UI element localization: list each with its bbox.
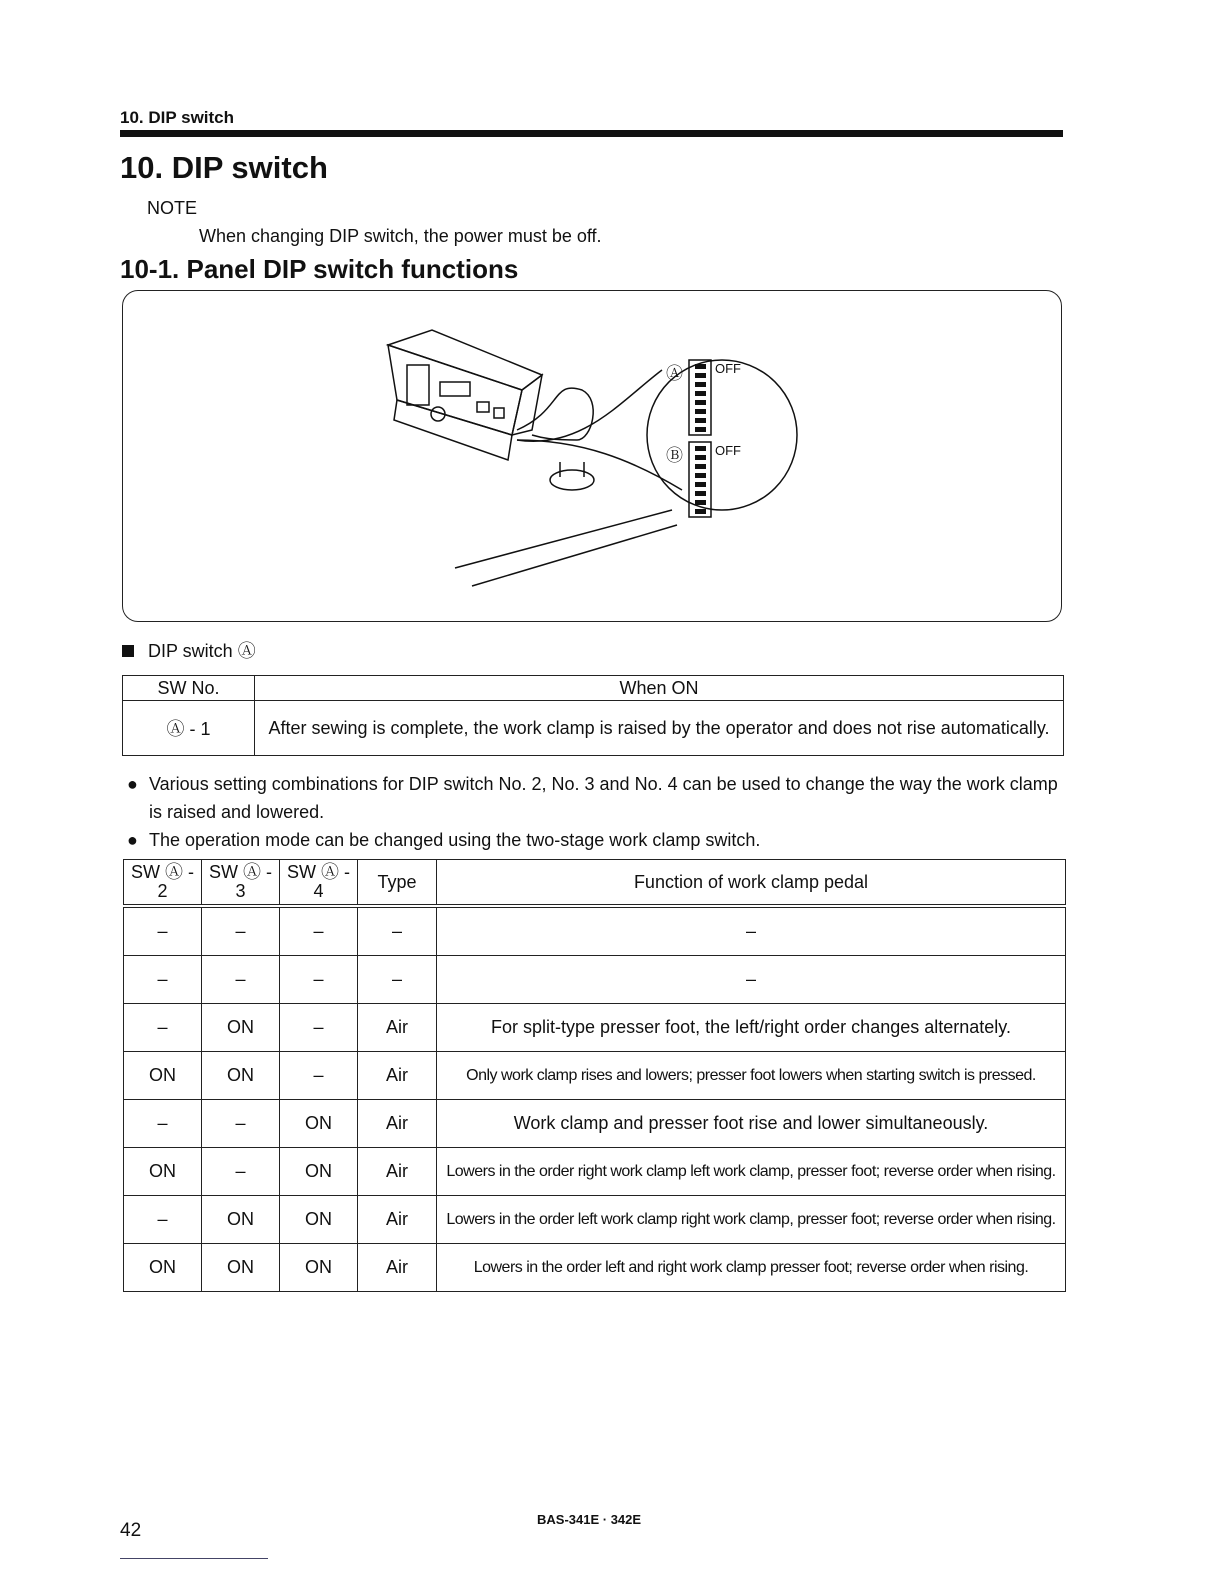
figure-frame [122,290,1062,622]
cell: Only work clamp rises and lowers; presser foot lowers when starting switch is pressed. [437,1052,1066,1100]
cell: Lowers in the order left and right work clamp presser foot; reverse order when rising. [437,1244,1066,1292]
cell: – [280,956,358,1004]
cell: – [358,956,437,1004]
table-row [124,956,1066,1004]
cell: ON [202,1196,280,1244]
cell: – [202,1100,280,1148]
footer-line [120,1558,268,1559]
cell: – [437,906,1066,956]
dip-switch-illustration [122,290,1062,622]
page-number: 42 [120,1520,142,1541]
cell: ON [280,1148,358,1196]
header-rule [120,130,1063,137]
table-row [124,1004,1066,1052]
dip-switch-a-heading-text: DIP switch Ⓐ [148,641,256,661]
bullet-item [127,826,1069,854]
bullet-text: The operation mode can be changed using the two-stage work clamp switch. [149,830,761,850]
cell: – [124,1004,202,1052]
cell: After sewing is complete, the work clamp is raised by the operator and does not rise automatically. [255,701,1064,756]
cell: – [202,1148,280,1196]
cell: ON [202,1004,280,1052]
switch-b-off-label: OFF [715,443,741,458]
cell: – [202,906,280,956]
cell: ON [280,1244,358,1292]
cell: – [124,906,202,956]
cell: For split-type presser foot, the left/right order changes alternately. [437,1004,1066,1052]
model-footer: BAS-341E · 342E [537,1512,642,1527]
table-row [124,1244,1066,1292]
cell: ON [202,1244,280,1292]
header-cell: SW Ⓐ - 3 [202,860,280,907]
switch-a-off-label: OFF [715,361,741,376]
dip-switch-a1-table [122,675,1064,756]
section-heading: 10-1. Panel DIP switch functions [120,254,519,284]
cell: ON [124,1148,202,1196]
running-header: 10. DIP switch [120,108,235,127]
cell: – [280,1004,358,1052]
cell: – [437,956,1066,1004]
cell: Air [358,1148,437,1196]
cell: Air [358,1004,437,1052]
cell: ON [124,1244,202,1292]
header-cell: SW No. [123,676,255,701]
cell: – [358,906,437,956]
table-row [123,701,1064,756]
cell: ON [280,1100,358,1148]
cell: – [124,1196,202,1244]
cell: ON [202,1052,280,1100]
cell: Air [358,1100,437,1148]
note-text: When changing DIP switch, the power must be off. [199,226,602,246]
table-row [124,1100,1066,1148]
header-cell: SW Ⓐ - 2 [124,860,202,907]
cell: – [280,906,358,956]
switch-a-label: Ⓐ [666,364,683,383]
table-row [124,1052,1066,1100]
cell: Air [358,1244,437,1292]
cell: – [124,956,202,1004]
cell: Air [358,1052,437,1100]
bullet-dot-icon: ● [127,830,138,850]
cell: Air [358,1196,437,1244]
header-cell: Function of work clamp pedal [437,860,1066,907]
header-cell: SW Ⓐ - 4 [280,860,358,907]
dip-switch-a-heading [122,637,256,663]
square-bullet-icon [122,645,134,657]
cell: ON [280,1196,358,1244]
cell: – [280,1052,358,1100]
note-label: NOTE [147,198,198,218]
cell: ON [124,1052,202,1100]
work-clamp-pedal-table [123,859,1066,1292]
bullet-item [127,770,1069,826]
bullet-dot-icon: ● [127,774,138,794]
cell: Lowers in the order right work clamp left work clamp, presser foot; reverse order when rising. [437,1148,1066,1196]
cell: – [202,956,280,1004]
cell: Lowers in the order left work clamp right work clamp, presser foot; reverse order when rising. [437,1196,1066,1244]
cell: Work clamp and presser foot rise and lower simultaneously. [437,1100,1066,1148]
cell: – [124,1100,202,1148]
table-row [124,1148,1066,1196]
cell: Ⓐ - 1 [123,701,255,756]
table-row [124,1196,1066,1244]
bullet-text: Various setting combinations for DIP switch No. 2, No. 3 and No. 4 can be used to change the way the work clamp is raised and lowered. [149,774,1058,822]
table-row [124,906,1066,956]
switch-b-label: Ⓑ [666,446,683,465]
header-cell: Type [358,860,437,907]
page-title: 10. DIP switch [120,150,328,185]
header-cell: When ON [255,676,1064,701]
